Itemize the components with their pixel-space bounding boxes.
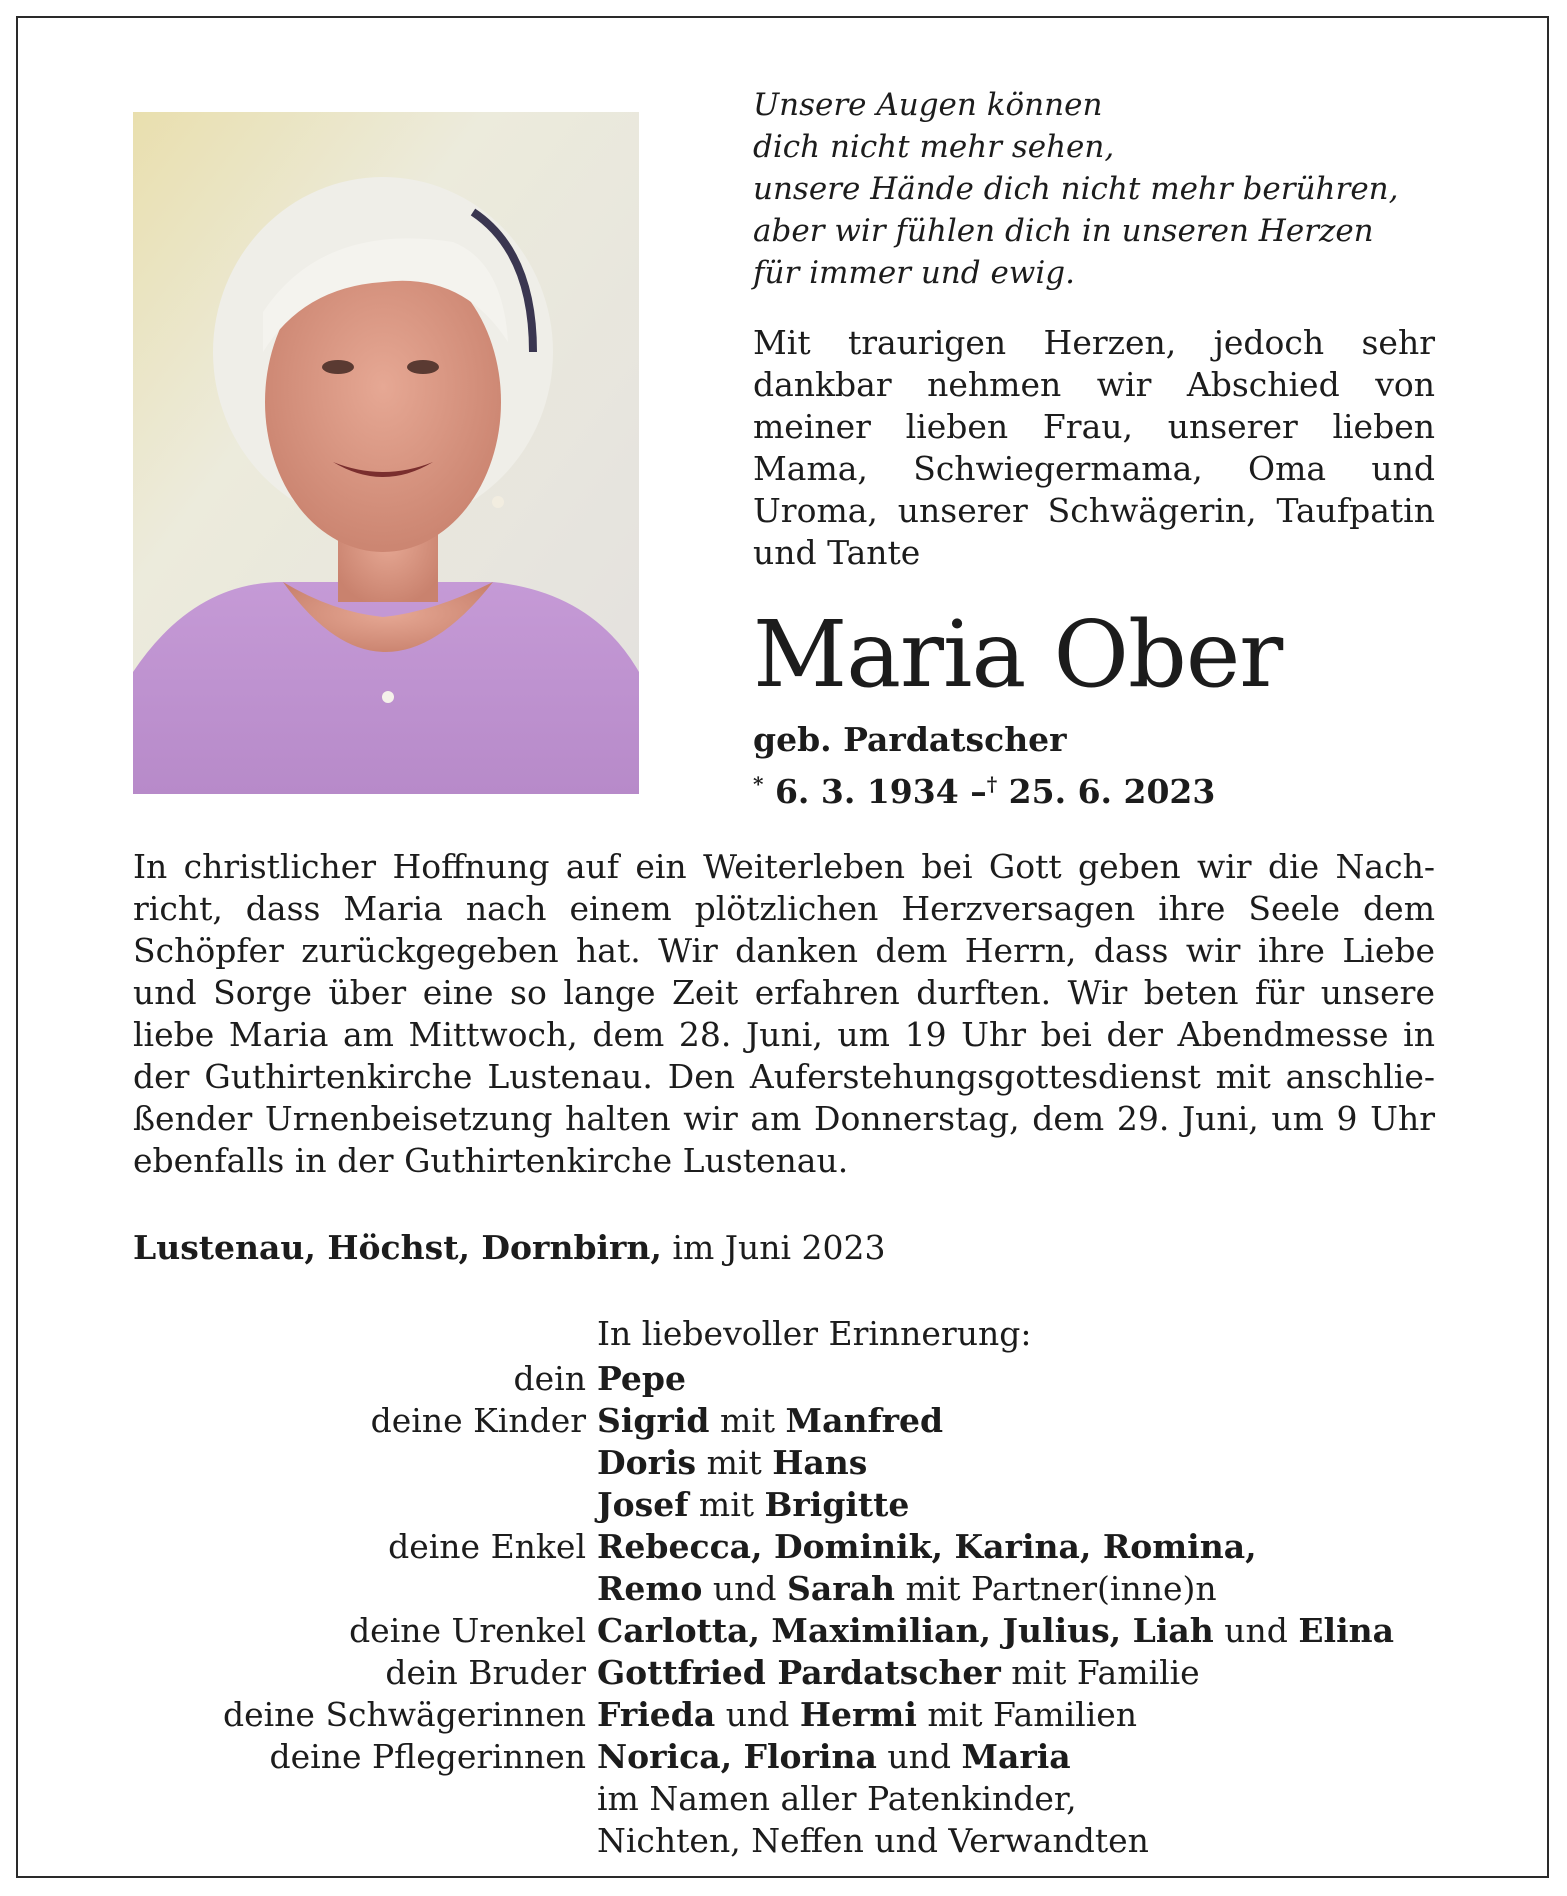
signer-names [597,1820,1149,1862]
announcement-line: und Sorge über eine so lange Zeit erfahren durften. Wir beten für unsere [133,973,1435,1012]
signer-connector: mit Familie [1000,1653,1200,1692]
signer-relation: dein [513,1359,586,1398]
place-date: im Juni 2023 [661,1228,886,1267]
announcement-line: ebenfalls in der Guthirtenkirche Lustenau. [133,1141,849,1180]
signer-name: Hans [772,1443,868,1482]
signer-relation: deine Kinder [370,1401,586,1440]
signer-connector: mit [696,1443,773,1482]
place-towns: Lustenau, Höchst, Dornbirn, [133,1228,662,1267]
announcement-line: ßender Urnenbeisetzung halten wir am Donnerstag, dem 29. Juni, um 9 Uhr [133,1099,1435,1138]
death-date: 25. 6. 2023 [1008,772,1216,811]
signer-row [0,1358,1567,1400]
life-dates [753,762,1215,814]
signer-relation: deine Schwägerinnen [222,1695,586,1734]
signer-connector: und [1213,1611,1299,1650]
signer-names [597,1442,867,1484]
signer-relation: deine Enkel [388,1527,586,1566]
signer-row [0,1610,1567,1652]
signer-names [597,1694,1137,1736]
signer-connector: und [702,1569,787,1608]
announcement-line: In christlicher Hoffnung auf ein Weiterleben bei Gott geben wir die Nach- [133,847,1435,886]
signer-row [0,1568,1567,1610]
signer-row [0,1484,1567,1526]
signer-name: Elina [1298,1611,1395,1650]
date-separator: – [970,772,987,811]
announcement-text [133,846,1435,1182]
signer-row [0,1694,1567,1736]
signer-names [597,1484,909,1526]
signer-names [597,1778,1077,1820]
signer-name: Carlotta, Maximilian, Julius, Liah [597,1611,1214,1650]
signer-names [597,1736,1071,1778]
signers-list [0,1358,1567,1862]
signer-connector: mit Familien [916,1695,1138,1734]
death-symbol: † [986,772,998,796]
signer-connector: und [715,1695,800,1734]
birth-date: 6. 3. 1934 [774,772,959,811]
signer-relation: deine Urenkel [349,1611,586,1650]
signer-name: Gottfried Pardatscher [597,1653,1001,1692]
poem-line: für immer und ewig. [753,255,1075,291]
signer-name: Sarah [786,1569,895,1608]
signer-row [0,1820,1567,1862]
signer-row [0,1778,1567,1820]
signer-names [597,1568,1217,1610]
signer-name: Hermi [799,1695,917,1734]
announcement-line: der Guthirtenkirche Lustenau. Den Auferstehungsgottesdienst mit anschlie- [133,1057,1435,1096]
signer-names [597,1526,1257,1568]
poem [753,84,1453,294]
signer-name: Josef [597,1485,689,1524]
place-and-date [133,1226,886,1270]
signer-names [597,1358,686,1400]
signer-row [0,1400,1567,1442]
signer-names [597,1400,943,1442]
poem-line: Unsere Augen können [753,87,1103,123]
deceased-name: Maria Ober [753,601,1283,708]
signer-row [0,1736,1567,1778]
maiden-name: geb. Pardatscher [753,720,1067,759]
signer-name: Manfred [785,1401,944,1440]
signer-relation: deine Pflegerinnen [269,1737,586,1776]
signer-connector: mit [709,1401,786,1440]
signer-name: Norica, Florina [597,1737,877,1776]
signer-name: Rebecca, Dominik, Karina, Romina, [597,1527,1257,1566]
signer-name: Doris [597,1443,697,1482]
signer-connector: mit [688,1485,765,1524]
signer-connector: mit Partner(inne)n [894,1569,1217,1608]
signer-connector: und [876,1737,962,1776]
poem-line: dich nicht mehr sehen, [753,129,1115,165]
signer-name: Frieda [597,1695,716,1734]
signer-connector: im Namen aller Patenkinder, [597,1779,1077,1818]
announcement-line: richt, dass Maria nach einem plötzlichen Herzversagen ihre Seele dem [133,889,1435,928]
signer-names [597,1610,1394,1652]
signer-name: Maria [961,1737,1071,1776]
poem-line: unsere Hände dich nicht mehr berühren, [753,171,1399,207]
portrait-photo [133,112,639,794]
signer-name: Sigrid [597,1401,710,1440]
signer-name: Pepe [597,1359,686,1398]
intro-text: Mit traurigen Herzen, jedoch sehr dankbar nehmen wir Abschied von meiner lieben Frau, unserer lieben Mama, Schwiegermama, Oma und Uroma, unserer Schwägerin, Taufpatin und Tante [753,323,1435,572]
signer-connector: Nichten, Neffen und Verwandten [597,1821,1149,1860]
signer-row [0,1442,1567,1484]
announcement-line: Schöpfer zurückgegeben hat. Wir danken dem Herrn, dass wir ihre Liebe [133,931,1435,970]
signer-row [0,1526,1567,1568]
signer-row [0,1652,1567,1694]
poem-line: aber wir fühlen dich in unseren Herzen [753,213,1374,249]
birth-symbol: * [753,772,764,796]
announcement-line: liebe Maria am Mittwoch, dem 28. Juni, um 19 Uhr bei der Abendmesse in [133,1015,1435,1054]
signer-names [597,1652,1200,1694]
memory-heading: In liebevoller Erinnerung: [597,1314,1032,1353]
signer-name: Brigitte [764,1485,910,1524]
portrait-image [133,112,639,794]
signer-relation: dein Bruder [385,1653,586,1692]
signer-name: Remo [597,1569,703,1608]
